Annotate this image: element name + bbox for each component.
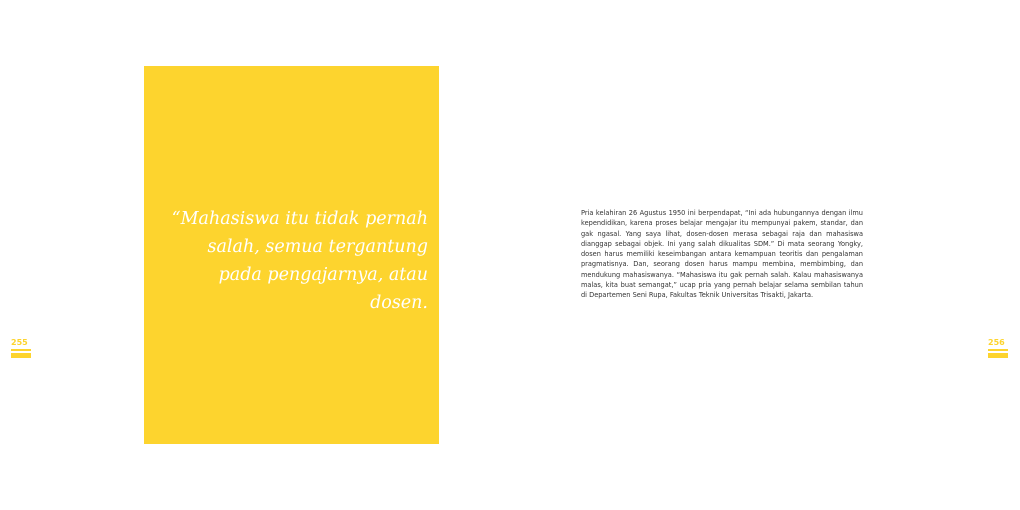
page-marker-left (11, 338, 31, 358)
page-marker-rule (988, 349, 1008, 351)
page-number-right: 256 (988, 338, 1005, 347)
page-marker-right (988, 338, 1008, 358)
pull-quote: “Mahasiswa itu tidak pernah salah, semua tergantung pada pengajarnya, atau dosen. (171, 209, 428, 313)
page-marker-rule (11, 349, 31, 351)
body-paragraph: Pria kelahiran 26 Agustus 1950 ini berpendapat, “Ini ada hubungannya dengan ilmu kependidikan, karena proses belajar mengajar itu mempunyai pakem, standar, dan gak ngasal. Yang saya lihat, dosen-dosen merasa sebagai raja dan mahasiswa dianggap sebagai objek. Ini yang salah dikualitas SDM.” Di mata seorang Yongky, dosen harus memiliki keseimbangan antara kemampuan teoritis dan pengalaman pragmatisnya. Dan, seorang dosen harus mampu membina, membimbing, dan mendukung mahasiswanya. “Mahasiswa itu gak pernah salah. Kalau mahasiswanya malas, kita buat semangat,” ucap pria yang pernah belajar selama sembilan tahun di Departemen Seni Rupa, Fakultas Teknik Universitas Trisakti, Jakarta. (581, 209, 863, 300)
page-number-left: 255 (11, 338, 28, 347)
page-marker-bar (11, 353, 31, 358)
page-marker-bar (988, 353, 1008, 358)
